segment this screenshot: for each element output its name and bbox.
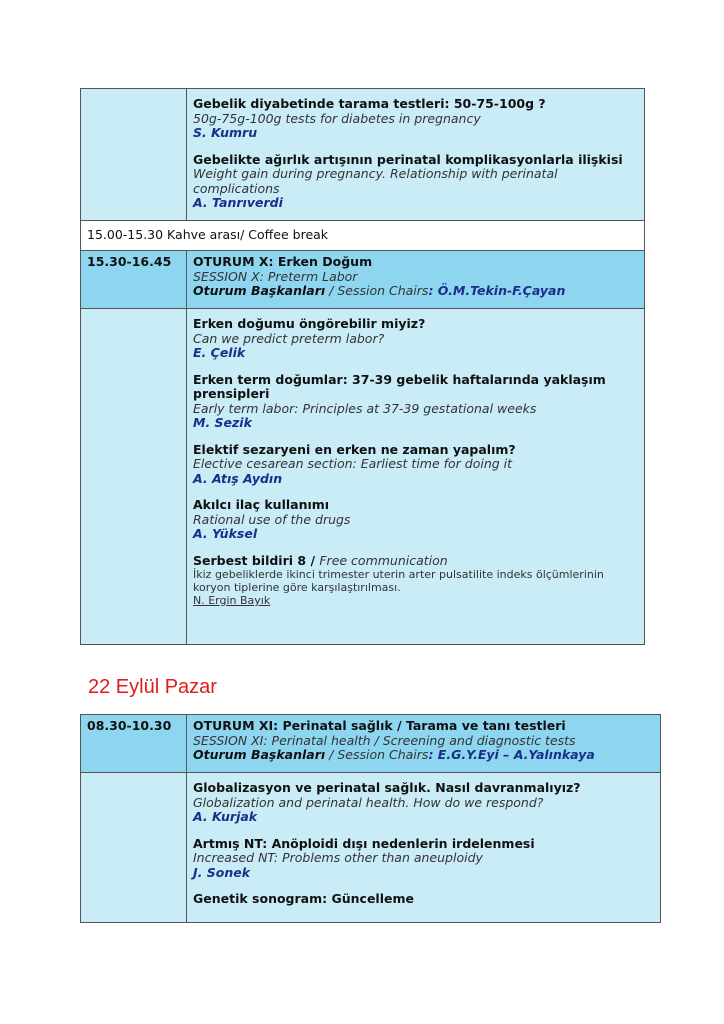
session-info [187,715,661,773]
talk-title: Gebelikte ağırlık artışının perinatal komplikasyonlarla ilişkisi [193,151,623,167]
talks-cell [187,309,645,645]
talk-title: Gebelik diyabetinde tarama testleri: 50-75-100g ? [193,96,546,111]
talk-item [193,498,638,542]
time-cell [81,309,187,645]
chairs-label-en: / Session Chairs [325,283,429,298]
talk-item [193,97,638,141]
speaker: A. Yüksel [193,526,258,541]
talk-title-en: Weight gain during pregnancy. Relationship with perinatal complications [193,166,558,196]
talk-title: Genetik sonogram: Güncelleme [193,891,414,906]
talk-title-en: Early term labor: Principles at 37-39 gestational weeks [193,400,537,416]
talk-title: Akılcı ilaç kullanımı [193,497,330,512]
speaker: M. Sezik [193,415,252,430]
session-info [187,251,645,309]
talk-title: Elektif sezaryeni en erken ne zaman yapalım? [193,441,516,457]
session-time: 08.30-10.30 [81,715,187,773]
session-chairs [193,284,638,299]
coffee-break-row [81,221,645,251]
session-time: 15.30-16.45 [81,251,187,309]
session-header-row [81,715,661,773]
chairs-label-en: / Session Chairs [325,747,429,762]
talk-item [193,781,654,825]
talk-item [193,317,638,361]
program-table-day2 [80,714,661,923]
chairs-names: : Ö.M.Tekin-F.Çayan [428,283,566,298]
talks-cell [187,89,645,221]
session-subtitle: SESSION X: Preterm Labor [193,268,358,284]
talk-title-en: Rational use of the drugs [193,511,351,527]
free-comm-author: N. Ergin Bayık [193,594,271,607]
table-row [81,89,645,221]
chairs-label: Oturum Başkanları [193,283,326,298]
session-title: OTURUM XI: Perinatal sağlık / Tarama ve tanı testleri [193,718,566,733]
talks-cell [187,773,661,923]
coffee-break: 15.00-15.30 Kahve arası/ Coffee break [81,221,645,251]
chairs-label: Oturum Başkanları [193,747,326,762]
talk-title: Artmış NT: Anöploidi dışı nedenlerin irdelenmesi [193,835,535,851]
session-subtitle: SESSION XI: Perinatal health / Screening and diagnostic tests [193,732,576,748]
talk-title: Erken term doğumlar: 37-39 gebelik haftalarında yaklaşım prensipleri [193,371,606,401]
speaker: S. Kumru [193,125,258,140]
session-title: OTURUM X: Erken Doğum [193,254,373,269]
time-cell [81,89,187,221]
talk-title: Erken doğumu öngörebilir miyiz? [193,316,426,331]
speaker: E. Çelik [193,345,246,360]
talk-title-en: Globalization and perinatal health. How do we respond? [193,794,544,810]
table-row [81,773,661,923]
talk-item [193,373,638,431]
free-communication [193,554,638,609]
talk-item [193,443,638,487]
day-heading: 22 Eylül Pazar [88,676,217,698]
session-chairs [193,748,654,763]
program-table-day1 [80,88,645,645]
talk-title-en: Elective cesarean section: Earliest time for doing it [193,456,513,471]
free-comm-text: İkiz gebeliklerde ikinci trimester uterin arter pulsatilite indeks ölçümlerinin koryon tiplerine göre karşılaştırılması. [193,568,604,594]
free-comm-label-en: Free communication [319,552,448,568]
talk-title: Globalizasyon ve perinatal sağlık. Nasıl davranmalıyız? [193,780,581,795]
speaker: A. Kurjak [193,809,258,824]
talk-item [193,153,638,211]
talk-title-en: Can we predict preterm labor? [193,330,385,346]
free-comm-label: Serbest bildiri 8 / [193,552,320,568]
speaker: A. Atış Aydın [193,470,283,486]
talk-item [193,892,654,907]
table-row [81,309,645,645]
speaker: J. Sonek [193,864,251,880]
talk-item [193,837,654,881]
speaker: A. Tanrıverdi [193,195,283,210]
talk-title-en: 50g-75g-100g tests for diabetes in pregnancy [193,110,481,126]
session-header-row [81,251,645,309]
talk-title-en: Increased NT: Problems other than aneuploidy [193,850,483,865]
time-cell [81,773,187,923]
chairs-names: : E.G.Y.Eyi – A.Yalınkaya [428,747,595,762]
